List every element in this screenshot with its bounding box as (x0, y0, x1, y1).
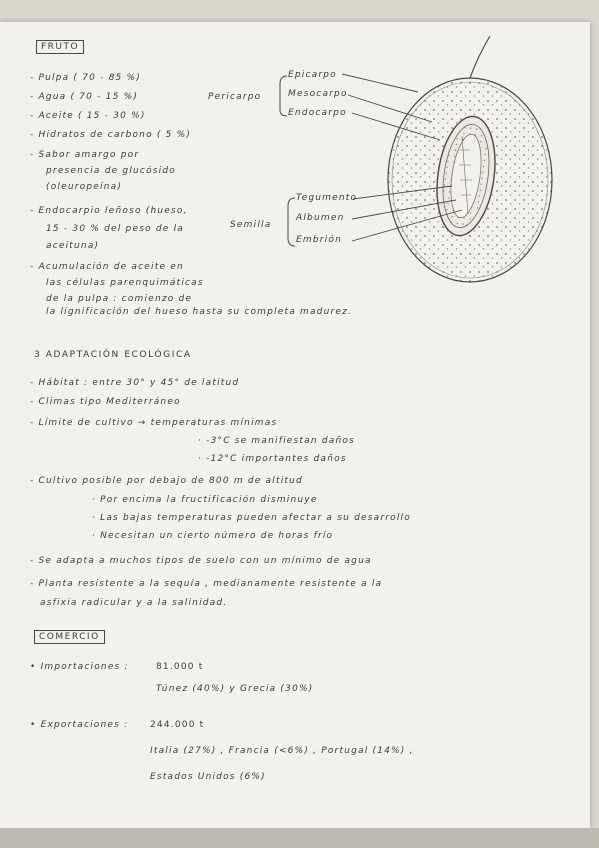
tegumento-label: Tegumento (296, 193, 358, 203)
exportaciones-value: 244.000 t (150, 720, 205, 730)
importaciones-value: 81.000 t (156, 662, 204, 672)
adaptacion-line: asfixia radicular y a la salinidad. (40, 598, 228, 608)
adaptacion-line: · -3°C se manifiestan daños (198, 436, 355, 446)
fruto-item: - Acumulación de aceite en (30, 262, 184, 272)
fruto-item: la lignificación del hueso hasta su completa madurez. (46, 307, 353, 317)
exportaciones-detail: Italia (27%) , Francia (<6%) , Portugal (14%) , (150, 746, 414, 756)
fruto-item: presencia de glucósido (46, 166, 176, 176)
mesocarpo-label: Mesocarpo (288, 89, 348, 99)
epicarpo-leader-line (342, 74, 418, 92)
fruto-item: aceituna) (46, 241, 100, 251)
olive-stem (470, 36, 490, 78)
exportaciones-label: • Exportaciones : (30, 720, 129, 730)
section-title-adaptacion: 3 ADAPTACIÓN ECOLÓGICA (34, 350, 192, 360)
pericarpo-bracket (280, 76, 287, 116)
adaptacion-line: · Por encima la fructificación disminuye (92, 495, 318, 505)
importaciones-detail: Túnez (40%) y Grecia (30%) (156, 684, 314, 694)
albumen-label: Albumen (296, 213, 345, 223)
epicarpo-label: Epicarpo (288, 70, 337, 80)
adaptacion-line: - Climas tipo Mediterráneo (30, 397, 181, 407)
importaciones-label: • Importaciones : (30, 662, 129, 672)
fruto-item: - Aceite ( 15 - 30 %) (30, 111, 146, 121)
semilla-label: Semilla (230, 220, 272, 230)
adaptacion-line: - Límite de cultivo → temperaturas mínimas (30, 418, 278, 428)
endocarpo-label: Endocarpo (288, 108, 347, 118)
fruto-item: - Agua ( 70 - 15 %) (30, 92, 139, 102)
adaptacion-line: · -12°C importantes daños (198, 454, 347, 464)
semilla-bracket (288, 198, 295, 246)
fruto-item: - Pulpa ( 70 - 85 %) (30, 73, 141, 83)
section-title-comercio: COMERCIO (34, 630, 105, 644)
fruto-item: - Hidratos de carbono ( 5 %) (30, 130, 192, 140)
adaptacion-line: - Cultivo posible por debajo de 800 m de altitud (30, 476, 303, 486)
exportaciones-detail: Estados Unidos (6%) (150, 772, 266, 782)
section-title-fruto: FRUTO (36, 40, 84, 54)
fruto-item: (oleuropeína) (46, 182, 123, 192)
pericarpo-label: Pericarpo (208, 92, 262, 102)
adaptacion-line: - Hábitat : entre 30° y 45° de latitud (30, 378, 240, 388)
fruto-item: las células parenquimáticas (46, 278, 204, 288)
adaptacion-line: · Las bajas temperaturas pueden afectar a su desarrollo (92, 513, 411, 523)
fruto-item: 15 - 30 % del peso de la (46, 224, 184, 234)
fruto-item: de la pulpa : comienzo de (46, 294, 193, 304)
embrion-label: Embrión (296, 235, 342, 245)
adaptacion-line: · Necesitan un cierto número de horas frío (92, 531, 334, 541)
fruto-item: - Sabor amargo por (30, 150, 140, 160)
adaptacion-line: - Se adapta a muchos tipos de suelo con un mínimo de agua (30, 556, 372, 566)
adaptacion-line: - Planta resistente a la sequía , medianamente resistente a la (30, 579, 383, 589)
fruto-item: - Endocarpio leñoso (hueso, (30, 206, 188, 216)
